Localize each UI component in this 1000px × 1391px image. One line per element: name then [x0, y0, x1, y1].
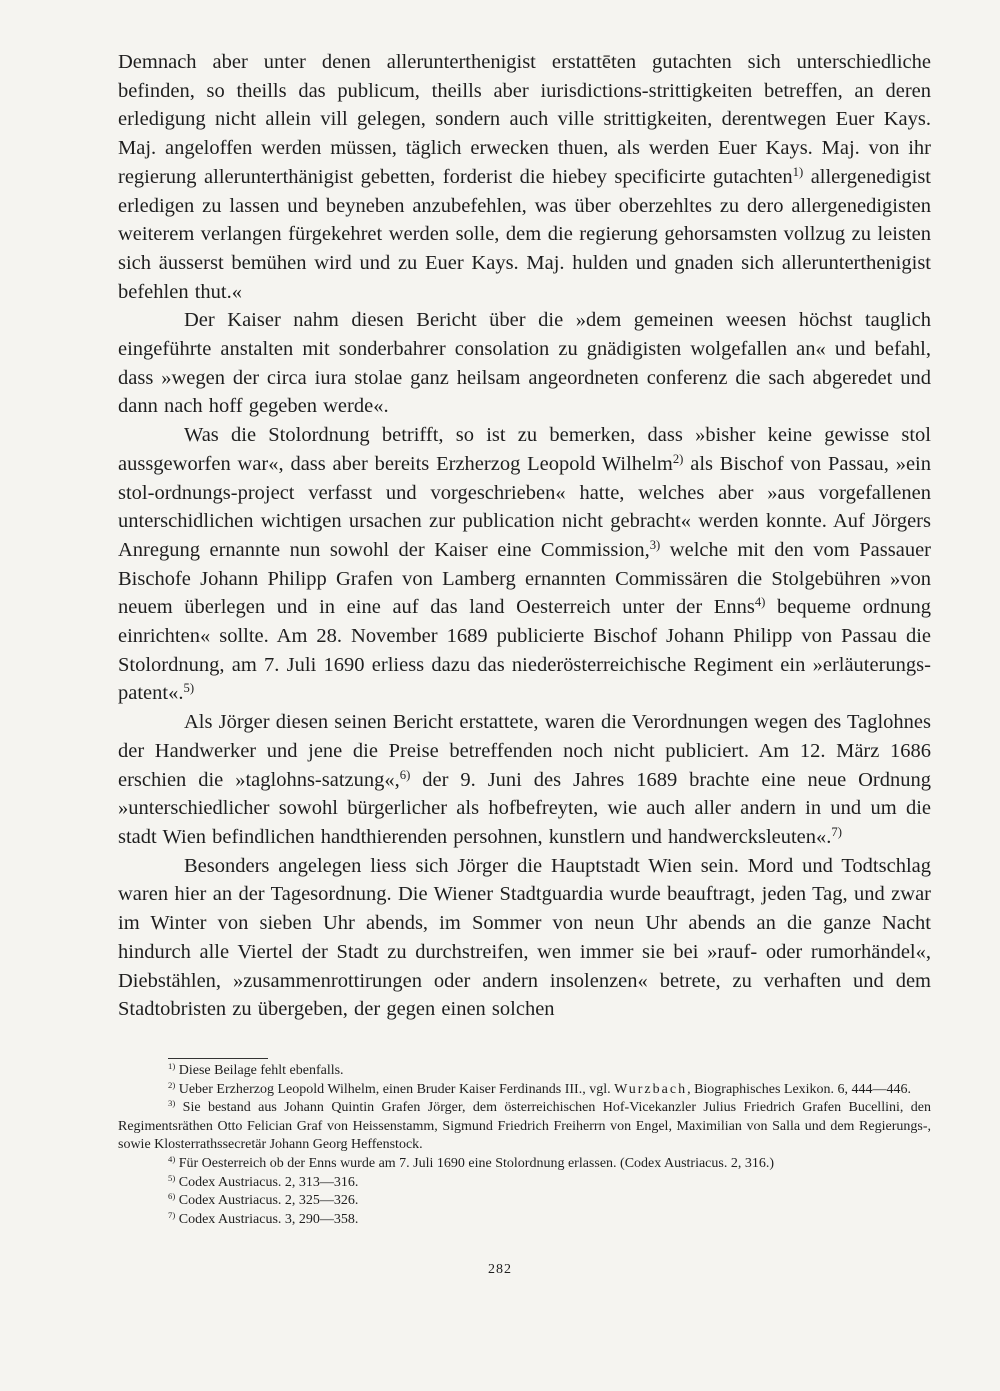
- text-run: Besonders angelegen liess sich Jörger die Hauptstadt Wien sein. Mord und Todtschlag waren hier an der Tagesordnung. Die Wiener Stadtguardia wurde beauftragt, jeden Tag, und zwar im Winter von sieben Uhr abends, im Sommer von neun Uhr abends an die ganze Nacht hindurch alle Viertel der Stadt zu durchstreifen, wen immer sie bei »rauf- oder rumorhändel«, Diebstählen, »zusammenrottirungen oder andern insolenzen« betrete, zu verhaften und dem Stadtobristen zu übergeben, der gegen einen solchen: [118, 854, 931, 1021]
- text-run: Als Jörger diesen seinen Bericht erstattete, waren die Verordnungen wegen des Taglohnes der Handwerker und jene die Preise betreffenden noch nicht publiciert. Am 12. März 1686 erschien die »taglohns-satzung«,: [118, 711, 931, 791]
- footnote-ref: 5): [183, 681, 195, 696]
- text-run: der 9. Juni des Jahres 1689 brachte eine neue Ordnung »unterschiedlicher sowohl bürgerlicher als hofbefreyten, wie auch aller andern in und um die stadt Wien befindlichen handthierenden persohnen, kunstlern und handwercksleuten«.: [118, 768, 931, 848]
- footnote-divider: [168, 1058, 268, 1059]
- footnote: [118, 1062, 931, 1081]
- footnote-ref: 6): [399, 767, 411, 782]
- footnote-marker: 1): [168, 1061, 176, 1072]
- footnote-ref: 4): [754, 595, 766, 610]
- footnote: [118, 1155, 931, 1174]
- text-run: Demnach aber unter denen allerunterthenigist erstattēten gutachten sich unterschiedliche befinden, so theills das publicum, theills aber iurisdictions-strittigkeiten betreffen, an deren erledigung nicht allein vill gelegen, sondern auch ville strittigkeiten, derentwegen Euer Kays. Maj. angeloffen werden müssen, täglich erwecken thuen, als werden Euer Kays. Maj. von ihr regierung allerunterthänigist gebetten, forderist die hiebey specificirte gutachten: [118, 51, 931, 188]
- footnote-text: , Biographisches Lexikon. 6, 444—446.: [687, 1081, 912, 1097]
- footnote: [118, 1099, 931, 1155]
- paragraph: [118, 421, 931, 708]
- footnote-author: Wurzbach: [614, 1081, 688, 1097]
- footnote-text: Diese Beilage fehlt ebenfalls.: [175, 1063, 344, 1078]
- footnote-marker: 7): [168, 1209, 176, 1220]
- body-text: [118, 48, 931, 1024]
- text-run: welche mit den vom Passauer Bischofe Johann Philipp Grafen von Lamberg ernannten Commissären die Stolgebühren »von neuem überlegen und in eine auf das land Oesterreich unter der Enns: [118, 538, 931, 619]
- footnote-ref: 2): [672, 451, 684, 466]
- page-number: 282: [488, 1262, 512, 1277]
- footnote-ref: 7): [831, 825, 843, 839]
- footnote-text: Codex Austriacus. 2, 325—326.: [175, 1193, 359, 1209]
- footnote: [118, 1211, 931, 1230]
- footnote: [118, 1192, 931, 1211]
- footnote-text: Ueber Erzherzog Leopold Wilhelm, einen Bruder Kaiser Ferdinands III., vgl.: [175, 1081, 615, 1097]
- footnote: [118, 1174, 931, 1193]
- footnote-text: Codex Austriacus. 3, 290—358.: [175, 1211, 359, 1227]
- text-run: allergenedigist erledigen zu lassen und beyneben anzubefehlen, was über oberzehltes zu dero allergenedigisten weiterem verlangen fürgekehret werden solle, dem die regierung gehorsamsten vollzug zu leisten sich äusserst bemühen wird und zu Euer Kays. Maj. hulden und gnaden sich allerunterthenigist befehlen thut.«: [118, 165, 932, 303]
- footnote-text: Für Oesterreich ob der Enns wurde am 7. Juli 1690 eine Stolordnung erlassen. (Codex Austriacus. 2, 316.): [175, 1155, 775, 1171]
- paragraph: [118, 852, 931, 1024]
- paragraph: [118, 48, 931, 306]
- footnote: [118, 1081, 931, 1100]
- text-run: Was die Stolordnung betrifft, so ist zu bemerken, dass »bisher keine gewisse stol aussgeworfen war«, dass aber bereits Erzherzog Leopold Wilhelm: [118, 424, 931, 475]
- footnote-ref: 1): [792, 164, 804, 179]
- paragraph: [118, 306, 931, 421]
- footnote-text: Codex Austriacus. 2, 313—316.: [175, 1174, 359, 1190]
- footnote-marker: 5): [168, 1172, 176, 1183]
- footnote-text: Sie bestand aus Johann Quintin Grafen Jörger, dem österreichischen Hof-Vicekanzler Julius Friedrich Grafen Bucellini, den Regimentsräthen Otto Felician Graf von Heissenstamm, Sigmund Friedrich Freiherrn von Engel, Maximilian von Salla und dem Regierungs-, sowie Klosterrathssecretär Johann Georg Heffenstock.: [118, 1100, 931, 1153]
- text-run: Der Kaiser nahm diesen Bericht über die »dem gemeinen weesen höchst tauglich eingeführte anstalten mit sonderbahrer consolation zu gnädigisten wolgefallen an« und befahl, dass »wegen der circa iura stolae ganz heilsam angeordneten conferenz die sach abgeredet und dann nach hoff gegeben werde«.: [118, 309, 931, 418]
- paragraph: [118, 708, 931, 852]
- footnote-marker: 3): [168, 1098, 176, 1109]
- footnote-marker: 4): [168, 1154, 176, 1165]
- footnote-marker: 6): [168, 1191, 176, 1202]
- footnote-marker: 2): [168, 1079, 176, 1090]
- footnote-ref: 3): [649, 537, 661, 552]
- text-run: bequeme ordnung einrichten« sollte. Am 28. November 1689 publicierte Bischof Johann Philipp von Passau die Stolordnung, am 7. Juli 1690 erliess dazu das niederösterreichische Regiment ein »erläuterungs-patent«.: [118, 596, 931, 705]
- footnotes: [118, 1062, 931, 1229]
- text-run: als Bischof von Passau, »ein stol-ordnungs-project verfasst und vorgeschrieben« hatte, welches aber »aus vorgefallenen unterschidlichen wichtigen ursachen zur publication nicht gebracht« werden konnte. Auf Jörgers Anregung ernannte nun sowohl der Kaiser eine Commission,: [118, 452, 931, 561]
